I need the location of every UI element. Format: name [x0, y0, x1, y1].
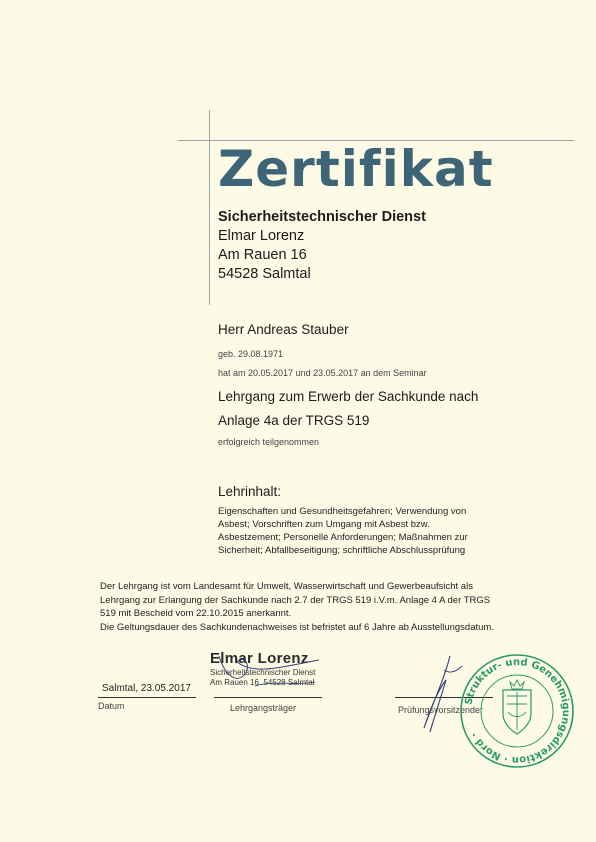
seal-text: Struktur- und Genehmigungsdirektion · Nord · [463, 656, 572, 766]
content-heading: Lehrinhalt: [218, 484, 282, 499]
recognition-line: 519 mit Bescheid vom 22.10.2015 anerkannt. [100, 608, 292, 619]
course-line-2: Anlage 4a der TRGS 519 [218, 413, 370, 428]
recognition-line: Der Lehrgang ist vom Landesamt für Umwelt, Wasserwirtschaft und Gewerbeaufsicht als [100, 581, 473, 592]
stamp-name: Elmar Lorenz [210, 650, 309, 667]
content-line: Eigenschaften und Gesundheitsgefahren; Verwendung von [218, 506, 467, 517]
content-text [218, 505, 468, 557]
course-line-1: Lehrgang zum Erwerb der Sachkunde nach [218, 389, 479, 404]
issuer-block [218, 208, 426, 284]
recognition-line: Die Geltungsdauer des Sachkundenachweises ist befristet auf 6 Jahre ab Ausstellungsdatum. [100, 621, 494, 633]
recipient-born: geb. 29.08.1971 [218, 349, 284, 359]
provider-line [214, 697, 322, 698]
provider-label: Lehrgangsträger [230, 703, 297, 713]
stamp-line: Sicherheitstechnischer Dienst [210, 668, 316, 677]
recipient-name: Herr Andreas Stauber [218, 322, 349, 337]
issuer-person: Elmar Lorenz [218, 228, 305, 244]
place-date: Salmtal, 23.05.2017 [102, 683, 191, 694]
course-result: erfolgreich teilgenommen [218, 437, 320, 447]
certificate-title: Zertifikat [218, 140, 494, 198]
provider-signature [215, 646, 325, 691]
content-line: Sicherheit; Abfallbeseitigung; schriftliche Abschlussprüfung [218, 545, 466, 556]
issuer-name: Sicherheitstechnischer Dienst [218, 209, 426, 225]
chair-label: Prüfungsvorsitzender [398, 705, 484, 715]
issuer-city: 54528 Salmtal [218, 266, 311, 282]
recognition-text [100, 580, 494, 634]
issuer-street: Am Rauen 16 [218, 247, 307, 263]
seminar-period: hat am 20.05.2017 und 23.05.2017 an dem Seminar [218, 368, 427, 378]
date-label: Datum [98, 701, 125, 711]
stamp-line: Am Rauen 16 54528 Salmtal [210, 677, 315, 687]
date-line [98, 697, 196, 698]
content-line: Asbest; Vorschriften zum Umgang mit Asbest bzw. [218, 519, 430, 530]
recognition-line: Lehrgang zur Erlangung der Sachkunde nach 2.7 der TRGS 519 i.V.m. Anlage 4 A der TRGS [100, 594, 491, 606]
official-seal [458, 652, 576, 770]
header-rule-vertical [209, 110, 210, 305]
content-line: Asbestzement; Personelle Anforderungen; Maßnahmen zur [218, 532, 468, 543]
